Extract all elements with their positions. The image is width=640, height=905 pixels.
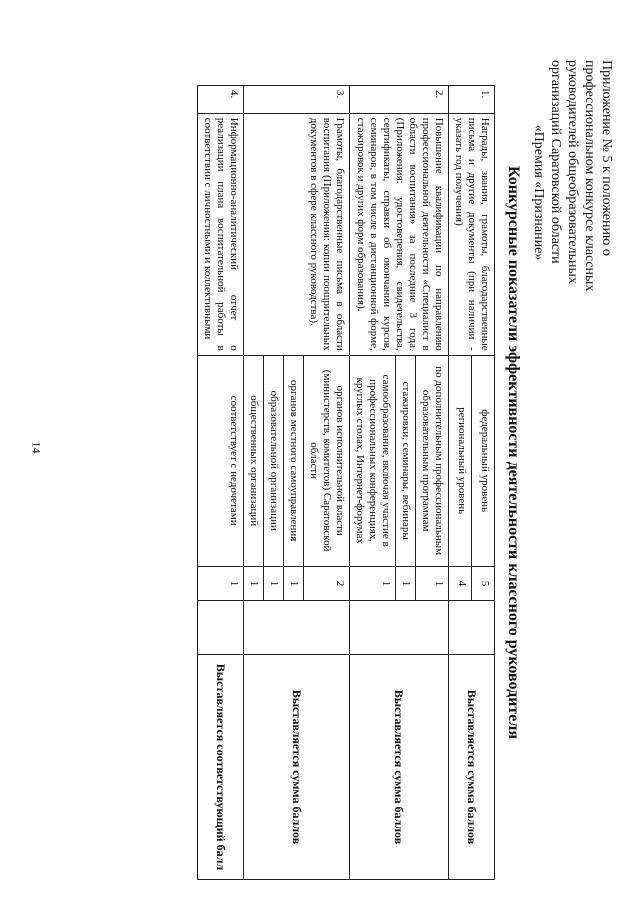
level-cell: органов местного самоуправления	[284, 355, 304, 566]
criteria-table	[197, 85, 495, 880]
table-row	[304, 86, 350, 880]
document-title: Конкурсные показатели эффективности деятельности классного руководителя	[505, 166, 522, 739]
empty-cell	[350, 601, 449, 655]
empty-cell	[244, 601, 350, 655]
points-cell: 1	[350, 566, 396, 601]
points-cell: 1	[396, 566, 416, 601]
level-cell: соответствует с недочетами	[198, 355, 244, 566]
empty-cell	[198, 601, 244, 655]
criterion-description: Повышение квалификации по направлению профессиональной деятельности «Специалист в области воспитания» за последние 3 года. (Приложения: удостоверения, свидетельства, сертификаты, справки об окончании курсов, семинаров, в том числе в дистанционной форме, стажировок и других форм образования).	[350, 113, 449, 355]
row-number: 3.	[244, 86, 350, 114]
points-cell: 2	[304, 566, 350, 601]
points-cell: 1	[416, 566, 449, 601]
appendix-line: «Премия «Признание»	[531, 124, 546, 261]
points-cell: 1	[244, 566, 264, 601]
points-cell: 4	[449, 566, 472, 601]
calculation-cell: Выставляется сумма баллов	[449, 654, 495, 879]
row-number: 1.	[449, 86, 495, 114]
criterion-description: Информационно-аналитический отчет о реализации плана воспитательной работы в соответствии с личностными и коллективными	[198, 113, 244, 355]
calculation-cell: Выставляется сумма баллов	[350, 654, 449, 879]
table-row	[416, 86, 449, 880]
table-row	[472, 86, 495, 880]
appendix-line: организаций Саратовской области	[548, 60, 563, 264]
appendix-heading	[530, 60, 615, 325]
appendix-line: профессиональном конкурсе классных	[582, 60, 597, 292]
empty-cell	[449, 601, 495, 655]
level-cell: по дополнительным профессиональным образовательным программам	[416, 355, 449, 566]
level-cell: общественных организаций	[244, 355, 264, 566]
calculation-cell: Выставляется сумма баллов	[244, 654, 350, 879]
criterion-description: Награды, звания, грамоты, благодарственные письма и другие документы (при наличии - указать год получения)	[449, 113, 495, 355]
criterion-description: Грамоты, благодарственные письма в области воспитания (Приложения: копии поощрительных документов в сфере классного руководства).	[244, 113, 350, 355]
level-cell: федеральный уровень	[472, 355, 495, 566]
level-cell: региональный уровень	[449, 355, 472, 566]
level-cell: образовательной организации	[264, 355, 284, 566]
level-cell: органов исполнительной власти (министерств, комитетов) Саратовской области	[304, 355, 350, 566]
page-number: 14	[29, 441, 44, 454]
points-cell: 5	[472, 566, 495, 601]
calculation-cell: Выставляется соответствующий балл	[198, 654, 244, 879]
row-number: 4.	[198, 86, 244, 114]
table-row	[198, 86, 244, 880]
row-number: 2.	[350, 86, 449, 114]
points-cell: 1	[284, 566, 304, 601]
points-cell: 1	[198, 566, 244, 601]
level-cell: самообразование, включая участие в профессиональных конференциях, круглых столах, Интернет-форумах	[350, 355, 396, 566]
points-cell: 1	[264, 566, 284, 601]
level-cell: стажировки, семинары, вебинары	[396, 355, 416, 566]
appendix-line: руководителей общеобразовательных	[565, 60, 580, 284]
appendix-line: Приложение № 5 к положению о	[599, 60, 614, 256]
